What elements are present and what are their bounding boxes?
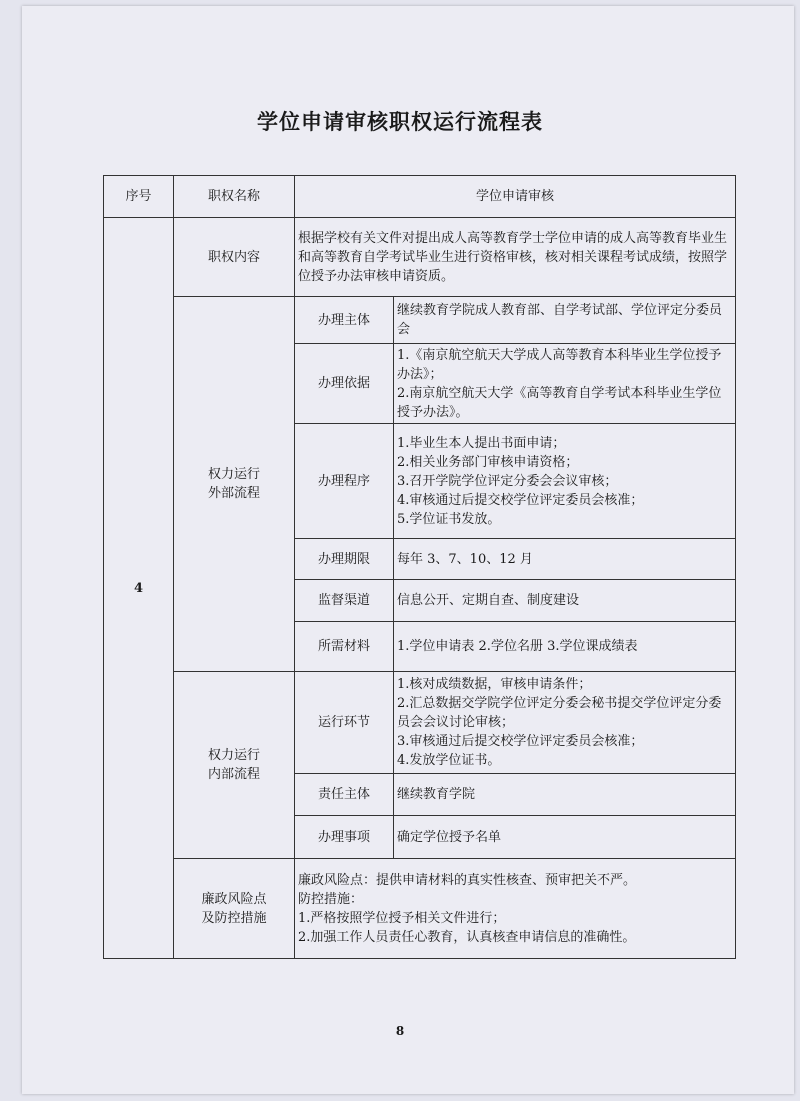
internal-group-label: 权力运行 内部流程 <box>174 672 295 859</box>
ext-value-1: 1.《南京航空航天大学成人高等教育本科毕业生学位授予办法》； 2.南京航空航天大学《高等教育自学考试本科毕业生学位授予办法》。 <box>394 344 736 424</box>
content-text: 根据学校有关文件对提出成人高等教育学士学位申请的成人高等教育毕业生和高等教育自学考试毕业生进行资格审核，核对相关课程考试成绩，按照学位授予办法审核申请资质。 <box>295 218 736 297</box>
int-value-1: 继续教育学院 <box>394 774 736 816</box>
page-number: 8 <box>395 1024 405 1038</box>
risk-value: 廉政风险点：提供申请材料的真实性核查、预审把关不严。 防控措施： 1.严格按照学位授予相关文件进行； 2.加强工作人员责任心教育，认真核查申请信息的准确性。 <box>295 859 736 959</box>
header-row <box>104 176 736 218</box>
ext-label-1: 办理依据 <box>295 344 394 424</box>
ext-value-5: 1.学位申请表 2.学位名册 3.学位课成绩表 <box>394 622 736 672</box>
risk-label: 廉政风险点 及防控措施 <box>174 859 295 959</box>
header-serial: 序号 <box>104 176 174 218</box>
ext-label-4: 监督渠道 <box>295 580 394 622</box>
int-label-0: 运行环节 <box>295 672 394 774</box>
ext-value-3: 每年 3、7、10、12 月 <box>394 539 736 580</box>
int-value-2: 确定学位授予名单 <box>394 816 736 859</box>
risk-row <box>104 859 736 959</box>
content-label: 职权内容 <box>174 218 295 297</box>
int-value-0: 1.核对成绩数据，审核申请条件； 2.汇总数据交学院学位评定分委会秘书提交学位评定分委员会会议讨论审核； 3.审核通过后提交校学位评定委员会核准； 4.发放学位证书。 <box>394 672 736 774</box>
internal-row <box>104 672 736 774</box>
ext-label-2: 办理程序 <box>295 424 394 539</box>
header-value: 学位申请审核 <box>295 176 736 218</box>
ext-value-4: 信息公开、定期自查、制度建设 <box>394 580 736 622</box>
ext-label-3: 办理期限 <box>295 539 394 580</box>
serial-cell: 4 <box>104 218 174 959</box>
header-name: 职权名称 <box>174 176 295 218</box>
content-row <box>104 218 736 297</box>
external-group-label: 权力运行 外部流程 <box>174 297 295 672</box>
int-label-1: 责任主体 <box>295 774 394 816</box>
page-title: 学位申请审核职权运行流程表 <box>257 109 543 134</box>
ext-label-0: 办理主体 <box>295 297 394 344</box>
ext-label-5: 所需材料 <box>295 622 394 672</box>
int-label-2: 办理事项 <box>295 816 394 859</box>
process-table <box>103 175 736 959</box>
ext-value-2: 1.毕业生本人提出书面申请； 2.相关业务部门审核申请资格； 3.召开学院学位评定分委会会议审核； 4.审核通过后提交校学位评定委员会核准； 5.学位证书发放。 <box>394 424 736 539</box>
ext-value-0: 继续教育学院成人教育部、自学考试部、学位评定分委员会 <box>394 297 736 344</box>
external-row <box>104 297 736 344</box>
